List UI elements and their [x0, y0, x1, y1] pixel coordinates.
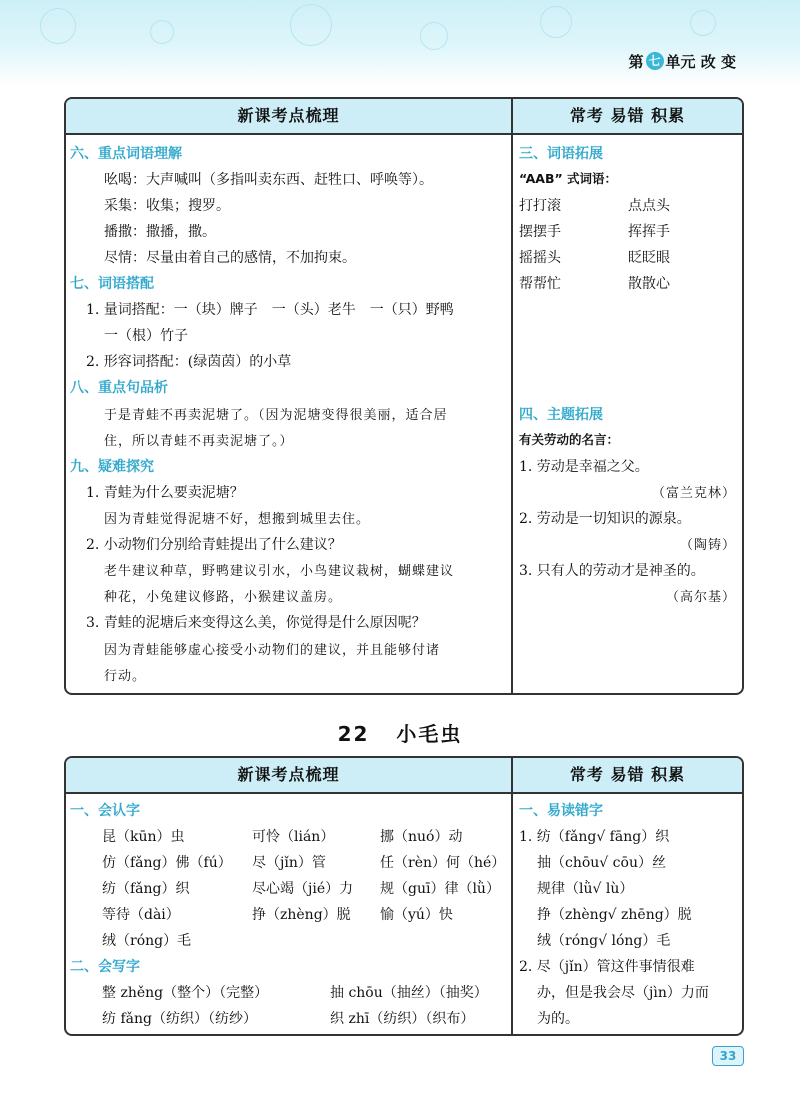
section-1-title: 一、会认字: [70, 803, 140, 819]
char-entry: 挣（zhèng）脱: [252, 907, 351, 923]
section-3-title: 三、词语拓展: [519, 146, 603, 162]
char-entry: 任（rèn）何（hé）: [380, 855, 506, 871]
write-char-entry: 织 zhī（纺织）（织布）: [330, 1011, 475, 1027]
decorative-circle: [150, 20, 174, 44]
answer-line: 因为青蛙能够虚心接受小动物们的建议，并且能够付诸: [104, 643, 441, 658]
text-line: 吆喝：大声喊叫（多指叫卖东西、赶牲口、呼唤等）。: [104, 172, 433, 188]
answer-line: 行动。: [104, 669, 147, 684]
question-line: 1. 青蛙为什么要卖泥塘？: [86, 485, 244, 501]
quote-author: （高尔基）: [665, 590, 736, 605]
section-9-title: 九、疑难探究: [70, 459, 154, 475]
section-r1-title: 一、易读错字: [519, 803, 603, 819]
text-line: 采集：收集；搜罗。: [104, 198, 230, 214]
char-entry: 尽心竭（jié）力: [252, 881, 354, 897]
quote-line: 2. 劳动是一切知识的源泉。: [519, 511, 691, 527]
correction-line: 规律（lǜ√ lù）: [537, 881, 634, 897]
char-entry: 等待（dài）: [102, 907, 180, 923]
char-entry: 挪（nuó）动: [380, 829, 463, 845]
quote-line: 3. 只有人的劳动才是神圣的。: [519, 563, 705, 579]
left-column-header: 新课考点梳理: [237, 106, 340, 125]
question-line: 3. 青蛙的泥塘后来变得这么美，你觉得是什么原因呢？: [86, 615, 426, 631]
decorative-circle: [690, 10, 716, 36]
right-column-header: 常考 易错 积累: [569, 765, 686, 784]
char-entry: 仿（fǎng）佛（fú）: [102, 855, 232, 871]
unit-number-badge: 七: [646, 52, 664, 70]
unit-prefix: 第: [628, 52, 644, 71]
top-banner: [0, 0, 800, 86]
write-char-entry: 纺 fǎng（纺织）（纺纱）: [102, 1011, 257, 1027]
decorative-circle: [40, 8, 76, 44]
correction-line: 挣（zhèng√ zhēng）脱: [537, 907, 692, 923]
word: 眨眨眼: [628, 250, 670, 266]
word: 挥挥手: [628, 224, 670, 240]
text-line: 播撒：撒播，撒。: [104, 224, 216, 240]
word: 点点头: [628, 198, 670, 214]
lesson-title: [0, 718, 800, 747]
box-header: [66, 99, 742, 135]
char-entry: 可怜（lián）: [252, 829, 335, 845]
section-2-title: 二、会写字: [70, 959, 140, 975]
box-header: [66, 758, 742, 794]
word: 打打滚: [519, 198, 561, 214]
correction-line: 抽（chōu√ cōu）丝: [537, 855, 666, 871]
section-7-title: 七、词语搭配: [70, 276, 154, 292]
answer-line: 因为青蛙觉得泥塘不好，想搬到城里去住。: [104, 512, 371, 527]
subsection-title: 有关劳动的名言：: [519, 432, 620, 447]
decorative-circle: [290, 4, 332, 46]
char-entry: 昆（kūn）虫: [102, 829, 185, 845]
text-line: 2. 形容词搭配：(绿茵茵）的小草: [86, 354, 292, 370]
write-char-entry: 抽 chōu（抽丝）（抽奖）: [330, 985, 488, 1001]
text-line: 1. 量词搭配：一（块）牌子 一（头）老牛 一（只）野鸭: [86, 302, 454, 318]
decorative-circle: [540, 6, 572, 38]
study-box-unit: [64, 97, 744, 695]
right-column-header: 常考 易错 积累: [569, 106, 686, 125]
text-line: 尽情：尽量由着自己的感情，不加拘束。: [104, 250, 356, 266]
char-entry: 尽（jǐn）管: [252, 855, 326, 871]
study-box-lesson-22: [64, 756, 744, 1036]
correction-line: 办，但是我会尽（jìn）力而: [537, 985, 709, 1001]
word: 散散心: [628, 276, 670, 292]
section-6-title: 六、重点词语理解: [70, 146, 182, 162]
column-divider: [511, 99, 513, 693]
char-entry: 纺（fǎng）织: [102, 881, 190, 897]
section-4-title: 四、主题拓展: [519, 407, 603, 423]
text-line: 一（根）竹子: [104, 328, 188, 344]
char-entry: 愉（yú）快: [380, 907, 453, 923]
page-number: 33: [712, 1046, 744, 1066]
word: 摆摆手: [519, 224, 561, 240]
correction-line: 1. 纺（fǎng√ fāng）织: [519, 829, 670, 845]
answer-line: 种花，小兔建议修路，小猴建议盖房。: [104, 590, 343, 605]
quote-author: （富兰克林）: [651, 486, 736, 501]
text-line: 于是青蛙不再卖泥塘了。（因为泥塘变得很美丽，适合居: [104, 408, 448, 423]
answer-line: 老牛建议种草，野鸭建议引水，小鸟建议栽树，蝴蝶建议: [104, 564, 455, 579]
text-line: 住，所以青蛙不再卖泥塘了。）: [104, 434, 294, 449]
word: 摇摇头: [519, 250, 561, 266]
left-column-header: 新课考点梳理: [237, 765, 340, 784]
question-line: 2. 小动物们分别给青蛙提出了什么建议？: [86, 537, 342, 553]
unit-suffix: 单元 改 变: [665, 52, 736, 71]
unit-title: [629, 49, 736, 73]
column-divider: [511, 758, 513, 1034]
section-8-title: 八、重点句品析: [70, 380, 168, 396]
quote-author: （陶铸）: [679, 538, 736, 553]
lesson-name: 小毛虫: [396, 722, 463, 746]
correction-line: 绒（róng√ lóng）毛: [537, 933, 671, 949]
quote-line: 1. 劳动是幸福之父。: [519, 459, 649, 475]
correction-line: 为的。: [537, 1011, 579, 1027]
correction-line: 2. 尽（jǐn）管这件事情很难: [519, 959, 695, 975]
word: 帮帮忙: [519, 276, 561, 292]
char-entry: 规（guī）律（lǜ）: [380, 881, 500, 897]
decorative-circle: [420, 22, 448, 50]
char-entry: 绒（róng）毛: [102, 933, 192, 949]
lesson-number: 22: [337, 722, 370, 746]
write-char-entry: 整 zhěng（整个）（完整）: [102, 985, 269, 1001]
subsection-title: “AAB” 式词语：: [519, 171, 618, 186]
